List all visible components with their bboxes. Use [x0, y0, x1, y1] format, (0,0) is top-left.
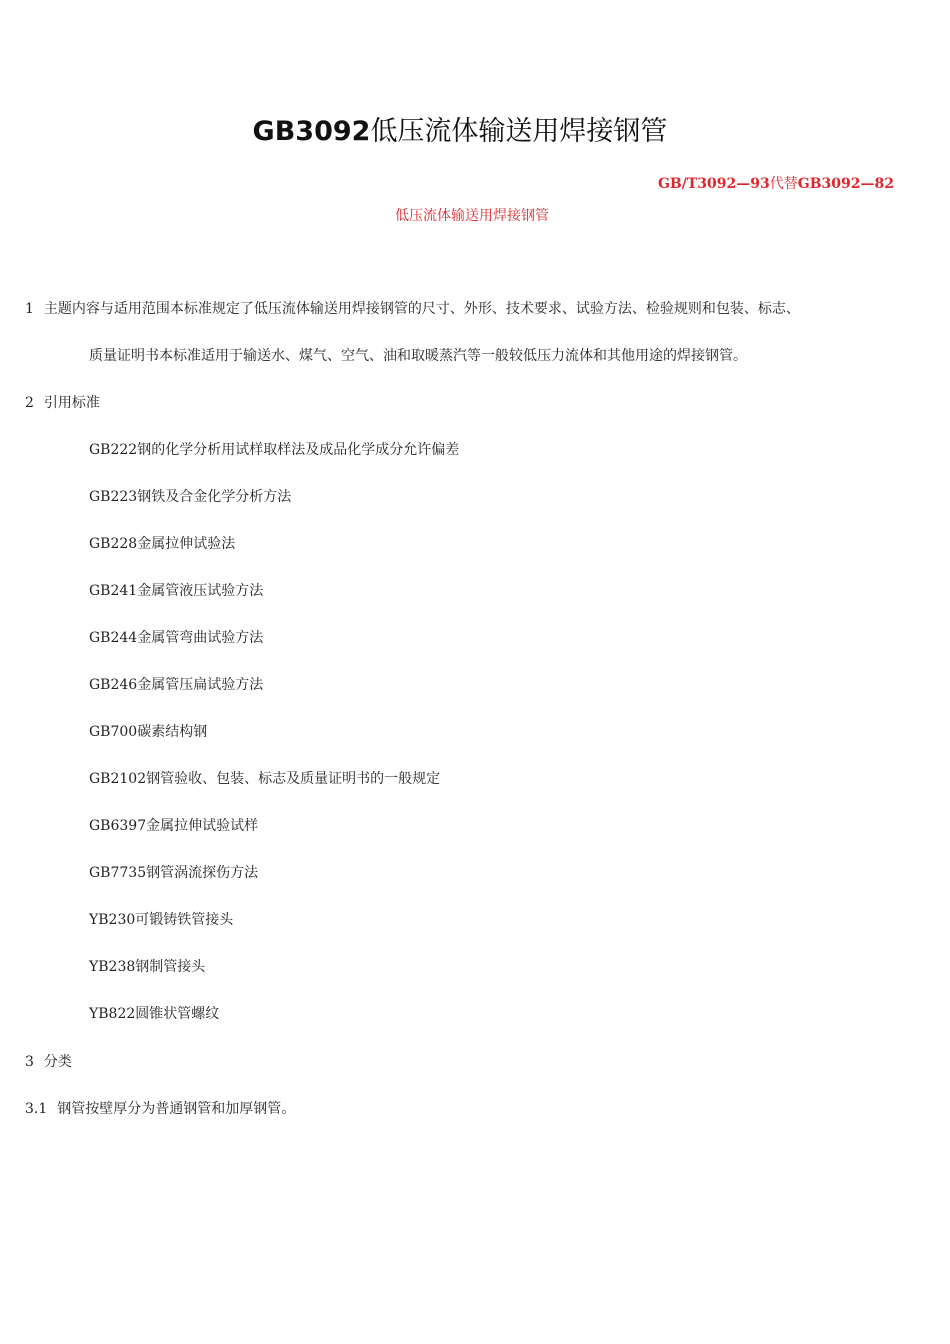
- reference-item: GB2102钢管验收、包装、标志及质量证明书的一般规定: [89, 771, 441, 787]
- reference-item: GB244金属管弯曲试验方法: [89, 630, 264, 646]
- reference-item: GB241金属管液压试验方法: [89, 583, 264, 599]
- section-3-1: [25, 1099, 295, 1119]
- reference-item: GB700碳素结构钢: [89, 724, 208, 740]
- title-text: 低压流体输送用焊接钢管: [370, 116, 668, 147]
- reference-item: YB230可锻铸铁管接头: [89, 912, 234, 928]
- replaces-word: 代替: [769, 176, 798, 192]
- subsection-number: 3.1: [25, 1101, 48, 1117]
- section-1-line-2: 质量证明书本标准适用于输送水、煤气、空气、油和取暖蒸汽等一般较低压力流体和其他用途的焊接钢管。: [89, 348, 747, 364]
- title-code: GB3092: [252, 116, 371, 147]
- section-text: 主题内容与适用范围本标准规定了低压流体输送用焊接钢管的尺寸、外形、技术要求、试验方法、检验规则和包装、标志、: [43, 301, 800, 317]
- section-2-heading: [25, 393, 100, 413]
- section-number: 1: [25, 301, 34, 317]
- subsection-text: 钢管按壁厚分为普通钢管和加厚钢管。: [57, 1101, 296, 1117]
- old-standard-code: GB3092—82: [797, 176, 894, 192]
- reference-item: GB7735钢管涡流探伤方法: [89, 865, 259, 881]
- section-heading: 分类: [43, 1054, 72, 1070]
- reference-item: GB246金属管压扁试验方法: [89, 677, 264, 693]
- section-1-line-1: [25, 299, 800, 319]
- reference-item: GB228金属拉伸试验法: [89, 536, 236, 552]
- replaces-note: [658, 174, 894, 194]
- new-standard-code: GB/T3092—93: [657, 176, 770, 192]
- reference-item: GB223钢铁及合金化学分析方法: [89, 489, 292, 505]
- section-3-heading: [25, 1052, 72, 1072]
- document-subtitle: 低压流体输送用焊接钢管: [395, 208, 549, 224]
- section-number: 2: [25, 395, 34, 411]
- section-heading: 引用标准: [43, 395, 100, 411]
- document-title: [0, 112, 920, 152]
- reference-item: GB6397金属拉伸试验试样: [89, 818, 259, 834]
- reference-item: GB222钢的化学分析用试样取样法及成品化学成分允许偏差: [89, 442, 460, 458]
- reference-item: YB238钢制管接头: [89, 959, 206, 975]
- section-number: 3: [25, 1054, 34, 1070]
- reference-item: YB822圆锥状管螺纹: [89, 1006, 220, 1022]
